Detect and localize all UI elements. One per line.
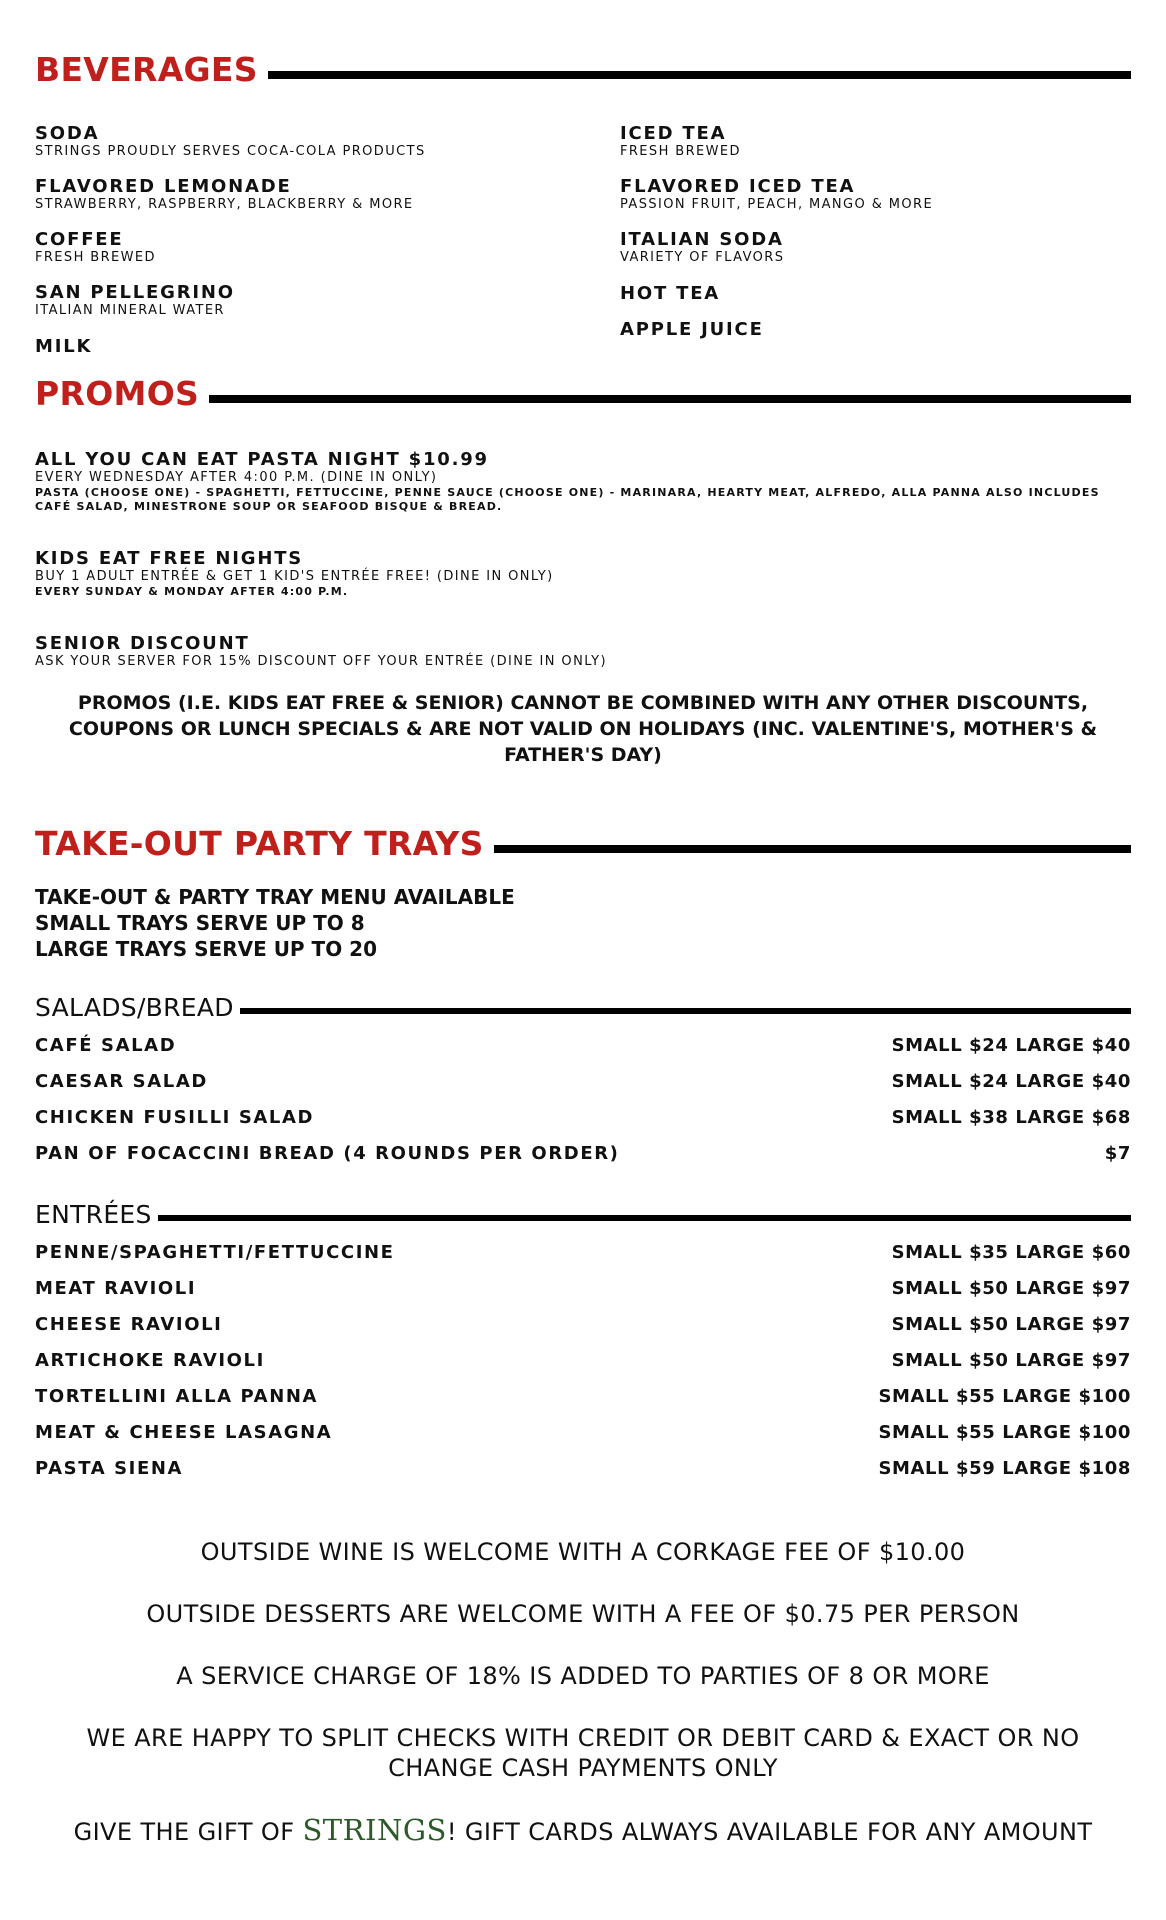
entrees-rule (158, 1215, 1131, 1221)
beverage-item (620, 177, 1166, 213)
beverage-name: SODA (35, 123, 100, 144)
beverage-item (35, 177, 595, 213)
gift-card-note (35, 1815, 1131, 1847)
beverage-name: COFFEE (35, 229, 124, 250)
beverage-name: FLAVORED LEMONADE (35, 176, 292, 197)
item-name: ARTICHOKE RAVIOLI (35, 1350, 265, 1371)
beverage-desc: PASSION FRUIT, PEACH, MANGO & MORE (620, 197, 934, 212)
trays-intro-line: SMALL TRAYS SERVE UP TO 8 (35, 911, 365, 935)
menu-row (35, 1071, 1131, 1093)
promo-desc: BUY 1 ADULT ENTRÉE & GET 1 KID'S ENTRÉE FREE! (DINE IN ONLY) (35, 569, 554, 584)
menu-row (35, 1242, 1131, 1264)
beverage-desc: FRESH BREWED (620, 144, 741, 159)
salads-title: SALADS/BREAD (35, 993, 234, 1022)
promo-name: KIDS EAT FREE NIGHTS (35, 548, 304, 569)
item-name: CHEESE RAVIOLI (35, 1314, 223, 1335)
beverage-item (35, 230, 595, 266)
menu-row (35, 1422, 1131, 1444)
item-price: SMALL $38 LARGE $68 (891, 1107, 1131, 1128)
promo-item (35, 450, 1131, 514)
trays-header (35, 824, 1131, 863)
menu-row (35, 1386, 1131, 1408)
salads-header (35, 993, 1131, 1022)
beverage-item (35, 337, 595, 357)
promo-desc: ASK YOUR SERVER FOR 15% DISCOUNT OFF YOUR ENTRÉE (DINE IN ONLY) (35, 654, 607, 669)
trays-intro-line: TAKE-OUT & PARTY TRAY MENU AVAILABLE (35, 885, 515, 909)
promo-fine-print: EVERY SUNDAY & MONDAY AFTER 4:00 P.M. (35, 585, 349, 598)
item-price: SMALL $50 LARGE $97 (891, 1314, 1131, 1335)
trays-intro-line: LARGE TRAYS SERVE UP TO 20 (35, 937, 377, 961)
item-name: CAESAR SALAD (35, 1071, 208, 1092)
item-price: SMALL $55 LARGE $100 (878, 1422, 1131, 1443)
promo-item (35, 549, 1131, 599)
item-name: MEAT & CHEESE LASAGNA (35, 1422, 333, 1443)
menu-row (35, 1350, 1131, 1372)
item-name: CAFÉ SALAD (35, 1035, 177, 1056)
beverages-header (35, 50, 1131, 89)
beverage-item (620, 124, 1166, 160)
menu-row (35, 1035, 1131, 1057)
item-name: CHICKEN FUSILLI SALAD (35, 1107, 315, 1128)
item-name: PASTA SIENA (35, 1458, 184, 1479)
dessert-fee-note: OUTSIDE DESSERTS ARE WELCOME WITH A FEE OF $0.75 PER PERSON (146, 1600, 1020, 1628)
corkage-note: OUTSIDE WINE IS WELCOME WITH A CORKAGE FEE OF $10.00 (200, 1538, 966, 1566)
entrees-title: ENTRÉES (35, 1200, 152, 1229)
trays-rule (494, 845, 1131, 853)
beverage-item (620, 320, 1166, 340)
promos-title: PROMOS (35, 374, 200, 413)
beverage-desc: STRINGS PROUDLY SERVES COCA-COLA PRODUCTS (35, 144, 426, 159)
item-price: SMALL $59 LARGE $108 (878, 1458, 1131, 1479)
item-price: $7 (1104, 1143, 1131, 1164)
beverage-name: APPLE JUICE (620, 319, 764, 340)
promos-header (35, 374, 1131, 413)
item-name: MEAT RAVIOLI (35, 1278, 197, 1299)
menu-row (35, 1458, 1131, 1480)
item-name: PENNE/SPAGHETTI/FETTUCCINE (35, 1242, 395, 1263)
beverage-name: HOT TEA (620, 283, 721, 304)
menu-row (35, 1314, 1131, 1336)
beverage-name: ITALIAN SODA (620, 229, 784, 250)
beverage-item (35, 124, 595, 160)
trays-title: TAKE-OUT PARTY TRAYS (35, 824, 484, 863)
service-charge-note: A SERVICE CHARGE OF 18% IS ADDED TO PARTIES OF 8 OR MORE (176, 1662, 990, 1690)
beverage-desc: FRESH BREWED (35, 250, 156, 265)
item-name: TORTELLINI ALLA PANNA (35, 1386, 319, 1407)
item-price: SMALL $24 LARGE $40 (891, 1035, 1131, 1056)
trays-intro (35, 884, 515, 962)
item-name: PAN OF FOCACCINI BREAD (4 ROUNDS PER ORDER) (35, 1143, 620, 1164)
item-price: SMALL $35 LARGE $60 (891, 1242, 1131, 1263)
promo-name: SENIOR DISCOUNT (35, 633, 250, 654)
promo-notice: PROMOS (I.E. KIDS EAT FREE & SENIOR) CANNOT BE COMBINED WITH ANY OTHER DISCOUNTS, COUPONS OR LUNCH SPECIALS & ARE NOT VALID ON HOLIDAYS (INC. VALENTINE'S, MOTHER'S & FATHER'S DAY) (68, 692, 1098, 766)
menu-row (35, 1143, 1131, 1165)
beverages-title: BEVERAGES (35, 50, 258, 89)
strings-brand-logo: STRINGS (302, 1813, 447, 1847)
entrees-header (35, 1200, 1131, 1229)
beverage-name: FLAVORED ICED TEA (620, 176, 856, 197)
split-checks-note: WE ARE HAPPY TO SPLIT CHECKS WITH CREDIT OR DEBIT CARD & EXACT OR NO CHANGE CASH PAYMENTS ONLY (86, 1724, 1080, 1782)
menu-row (35, 1107, 1131, 1129)
promo-item (35, 634, 1131, 670)
salads-rule (240, 1008, 1131, 1014)
beverages-rule (268, 71, 1131, 79)
promo-name: ALL YOU CAN EAT PASTA NIGHT $10.99 (35, 449, 489, 470)
item-price: SMALL $50 LARGE $97 (891, 1278, 1131, 1299)
item-price: SMALL $55 LARGE $100 (878, 1386, 1131, 1407)
beverage-desc: ITALIAN MINERAL WATER (35, 303, 225, 318)
beverage-desc: VARIETY OF FLAVORS (620, 250, 785, 265)
promos-rule (209, 395, 1131, 403)
beverage-name: MILK (35, 336, 93, 357)
promo-desc: EVERY WEDNESDAY AFTER 4:00 P.M. (DINE IN ONLY) (35, 470, 438, 485)
beverage-item (620, 230, 1166, 266)
beverage-name: ICED TEA (620, 123, 727, 144)
beverage-item (35, 283, 595, 319)
item-price: SMALL $50 LARGE $97 (891, 1350, 1131, 1371)
beverage-name: SAN PELLEGRINO (35, 282, 235, 303)
beverage-item (620, 284, 1166, 304)
item-price: SMALL $24 LARGE $40 (891, 1071, 1131, 1092)
gift-prefix: GIVE THE GIFT OF (73, 1818, 303, 1846)
promo-fine-print: PASTA (CHOOSE ONE) - SPAGHETTI, FETTUCCINE, PENNE SAUCE (CHOOSE ONE) - MARINARA, HEARTY MEAT, ALFREDO, ALLA PANNA ALSO INCLUDES CAFÉ SALAD, MINESTRONE SOUP OR SEAFOOD BISQUE & BREAD. (35, 486, 1100, 513)
gift-suffix: ! GIFT CARDS ALWAYS AVAILABLE FOR ANY AMOUNT (446, 1818, 1093, 1846)
menu-row (35, 1278, 1131, 1300)
beverage-desc: STRAWBERRY, RASPBERRY, BLACKBERRY & MORE (35, 197, 414, 212)
